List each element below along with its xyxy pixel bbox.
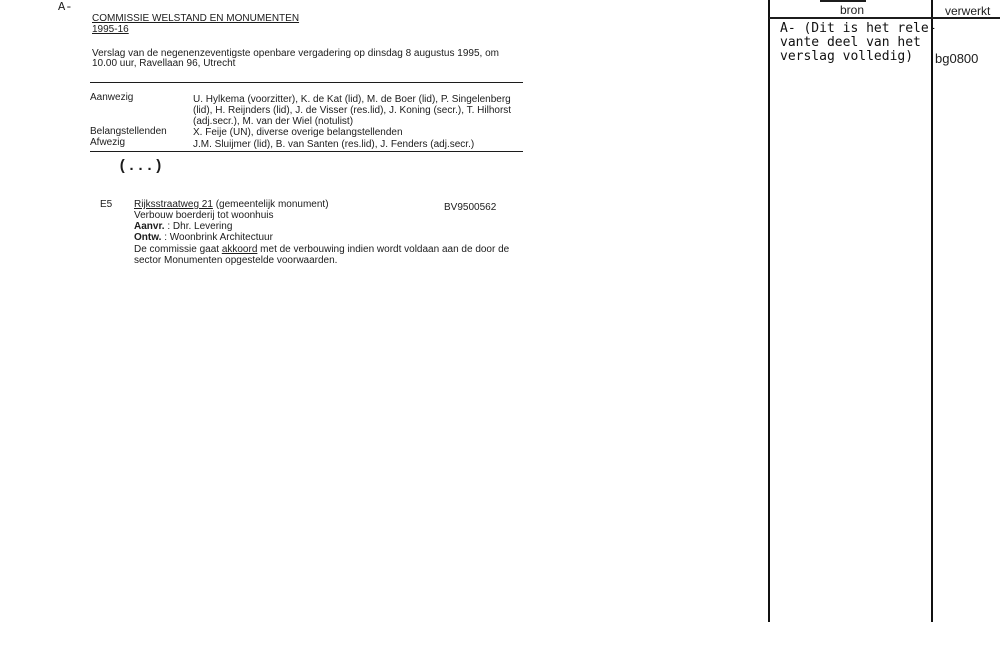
ellipsis: (...) — [118, 158, 164, 175]
item-number: E5 — [100, 199, 113, 210]
ledger-note-line-1: A- (Dit is het rele- — [780, 21, 937, 36]
present-line-2: (lid), H. Reijnders (lid), J. de Visser (res.lid), J. Koning (secr.), T. Hilhorst — [193, 105, 512, 116]
report-line-2: 10.00 uur, Ravellaan 96, Utrecht — [92, 58, 236, 69]
present-line-1: U. Hylkema (voorzitter), K. de Kat (lid), M. de Boer (lid), P. Singelenberg — [193, 94, 511, 105]
present-line-3: (adj.secr.), M. van der Wiel (notulist) — [193, 116, 354, 127]
item-reference: BV9500562 — [444, 202, 497, 213]
ledger-note-line-3: verslag volledig) — [780, 49, 914, 64]
absent-label: Afwezig — [90, 137, 126, 148]
document-title: COMMISSIE WELSTAND EN MONUMENTEN — [92, 13, 300, 24]
applicant-value: : Dhr. Levering — [167, 221, 233, 232]
page-marker: A- — [58, 0, 73, 14]
absent-text: J.M. Sluijmer (lid), B. van Santen (res.lid), J. Fenders (adj.secr.) — [193, 139, 475, 150]
decision-prefix: De commissie gaat — [134, 244, 220, 255]
ledger-left-border — [768, 0, 770, 622]
item-address: Rijksstraatweg 21 — [134, 199, 213, 210]
designer-row — [134, 232, 273, 243]
document-year: 1995-16 — [92, 24, 129, 35]
stakeholders-label: Belangstellenden — [90, 126, 167, 137]
ledger-column-divider — [931, 0, 933, 622]
attendance-divider — [90, 151, 523, 152]
ledger-code: bg0800 — [935, 51, 979, 66]
item-address-note: (gemeentelijk monument) — [215, 199, 329, 210]
applicant-row — [134, 221, 232, 232]
item-address-line — [134, 199, 329, 210]
decision-line-2: sector Monumenten opgestelde voorwaarden. — [134, 255, 338, 266]
ledger-note-line-2: vante deel van het — [780, 35, 921, 50]
ledger-top-stub — [820, 0, 866, 2]
applicant-label: Aanvr. — [134, 221, 165, 232]
decision-line-1 — [134, 244, 509, 255]
report-line-1: Verslag van de negenenzeventigste openbare vergadering op dinsdag 8 augustus 1995, om — [92, 48, 499, 59]
designer-label: Ontw. — [134, 232, 162, 243]
column-header-bron: bron — [840, 3, 865, 17]
column-header-verwerkt: verwerkt — [945, 4, 991, 18]
item-description: Verbouw boerderij tot woonhuis — [134, 210, 274, 221]
header-divider — [90, 82, 523, 83]
stakeholders-text: X. Feije (UN), diverse overige belangstellenden — [193, 127, 403, 138]
designer-value: : Woonbrink Architectuur — [164, 232, 273, 243]
decision-suffix: met de verbouwing indien wordt voldaan aan de door de — [260, 244, 510, 255]
present-label: Aanwezig — [90, 92, 134, 103]
decision-keyword: akkoord — [221, 244, 258, 255]
